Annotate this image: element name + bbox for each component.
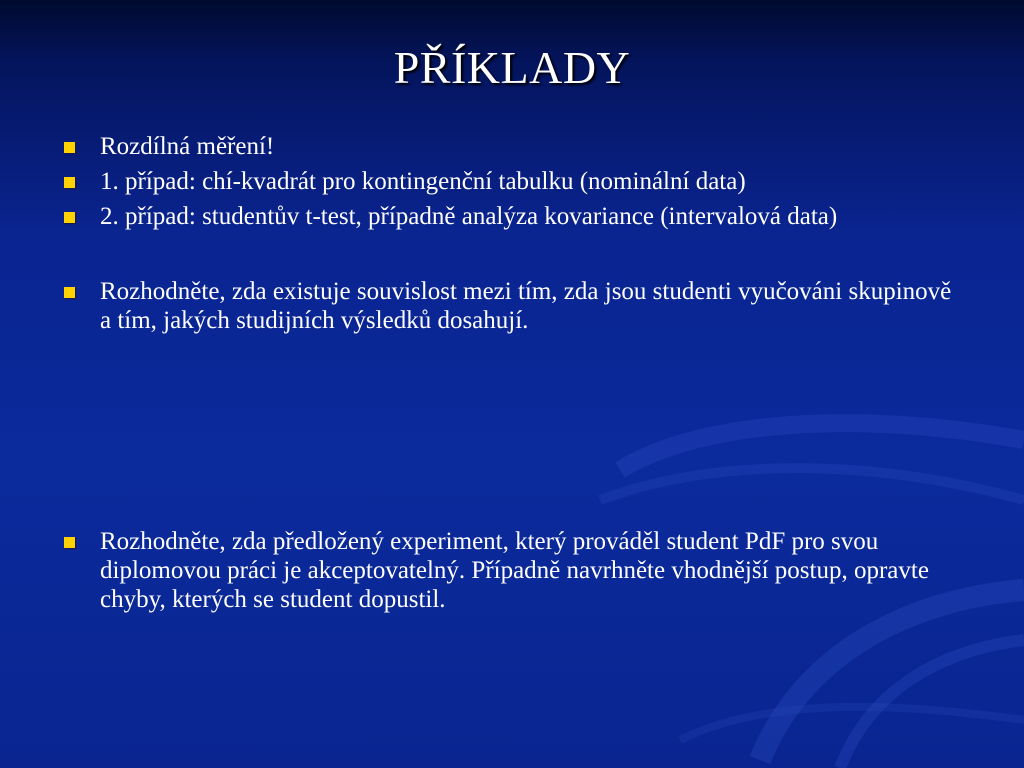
bullet-text: Rozhodněte, zda předložený experiment, který prováděl student PdF pro svou diplomovou práci je akceptovatelný. Případně navrhněte vhodnější postup, opravte chyby, kterých se student dopustil.: [100, 528, 929, 613]
bullet-item-case-2: [60, 202, 960, 231]
bullet-text: 1. případ: chí-kvadrát pro kontingenční tabulku (nominální data): [100, 168, 746, 195]
bullet-list: [60, 132, 960, 620]
bullet-text: Rozdílná měření!: [100, 133, 275, 160]
square-bullet-icon: [64, 142, 75, 153]
bullet-item-task-2: [60, 527, 960, 614]
slide-title: PŘÍKLADY: [393, 42, 631, 93]
bullet-item-case-1: [60, 167, 960, 196]
square-bullet-icon: [64, 287, 75, 298]
square-bullet-icon: [64, 177, 75, 188]
square-bullet-icon: [64, 212, 75, 223]
bullet-text: Rozhodněte, zda existuje souvislost mezi tím, zda jsou studenti vyučováni skupinově a tím, jakých studijních výsledků dosahují.: [100, 278, 952, 334]
bullet-item-different-measurements: [60, 132, 960, 161]
square-bullet-icon: [64, 537, 75, 548]
bullet-item-task-1: [60, 277, 960, 335]
bullet-text: 2. případ: studentův t-test, případně analýza kovariance (intervalová data): [100, 203, 838, 230]
